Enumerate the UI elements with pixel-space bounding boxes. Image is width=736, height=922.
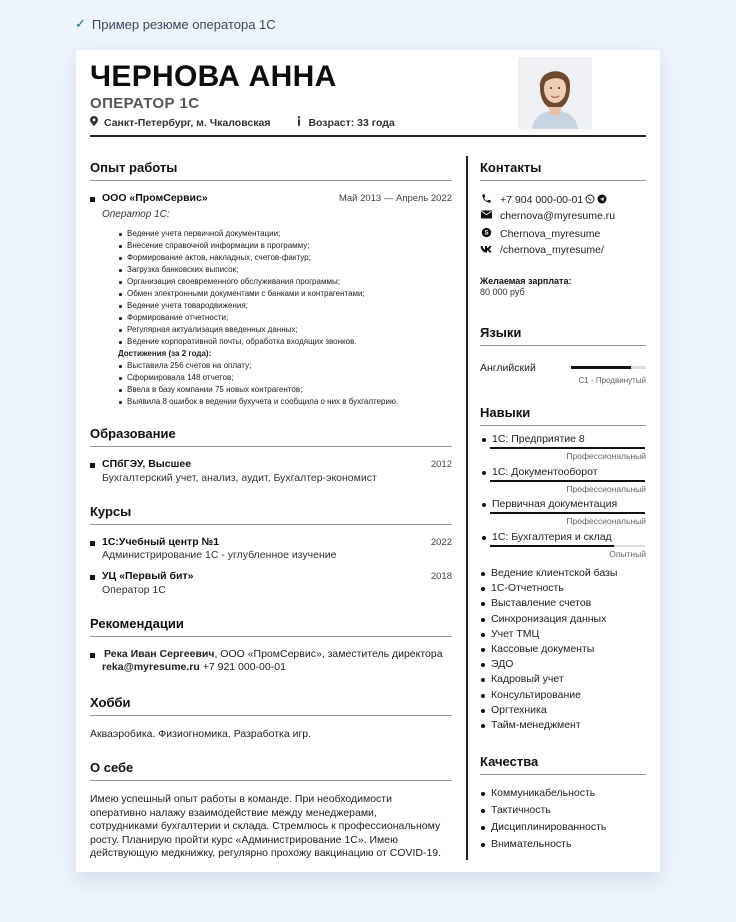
skype-icon: [480, 227, 492, 241]
recommendation-details: , ООО «ПромСервис», заместитель директора: [214, 648, 443, 660]
section-title-about: О себе: [90, 760, 134, 775]
section-rule: [480, 345, 646, 346]
course-desc: Администрирование 1С - углубленное изучение: [102, 549, 337, 561]
skill-list-item: 1С-Отчетность: [480, 581, 617, 596]
about-line: сотрудниками бухгалтерии и склада. Стремлюсь к профессиональному: [90, 820, 441, 832]
duty-item: Ведение корпоративной почты, обработка входящих звонков.: [118, 336, 398, 348]
quality-item: Дисциплинированность: [480, 819, 606, 836]
language-level: C1 - Продвинутый: [578, 376, 646, 385]
svg-text:S: S: [483, 230, 489, 237]
entry-bullet: [90, 541, 95, 546]
skill-list-item: Ведение клиентской базы: [480, 566, 617, 581]
skill-list-item: Консультирование: [480, 688, 617, 703]
education-school: СПбГЭУ, Высшее: [102, 458, 192, 470]
duty-item: Обмен электронными документами с банками и контрагентами;: [118, 288, 398, 300]
skill-level: Опытный: [609, 548, 646, 559]
duty-item: Регулярная актуализация введенных данных;: [118, 324, 398, 336]
section-title-recommendations: Рекомендации: [90, 616, 184, 631]
skill-bullet: [482, 471, 486, 475]
experience-dates: Май 2013 — Апрель 2022: [338, 193, 452, 204]
skill-level: Профессиональный: [566, 451, 646, 461]
course-name: УЦ «Первый бит»: [102, 570, 194, 582]
achievement-item: Выставила 256 счетов на оплату;: [118, 360, 398, 372]
skill-name: 1С: Документооборот: [492, 465, 598, 478]
skill-bullet: [482, 503, 486, 507]
skill-level-fill: [490, 480, 645, 482]
column-divider: [466, 156, 468, 860]
duty-item: Внесение справочной информации в программу;: [118, 240, 398, 252]
skill-item: [480, 531, 646, 561]
achievement-item: Ввела в базу компании 75 новых контрагентов;: [118, 384, 398, 396]
contact-phone-text: +7 904 000-00-01: [500, 194, 584, 206]
candidate-name: ЧЕРНОВА АННА: [90, 60, 337, 93]
skill-name: 1С: Предприятие 8: [492, 433, 585, 445]
duty-item: Организация своевременного обслуживания программы;: [118, 276, 398, 288]
quality-item: Коммуникабельность: [480, 785, 606, 802]
language-name: Английский: [480, 362, 536, 374]
section-rule: [480, 425, 646, 426]
phone-icon: [480, 193, 492, 207]
recommendation-phone: +7 921 000-00-01: [199, 661, 286, 673]
duty-item: Ведение учета товародвижения;: [118, 300, 398, 312]
about-line: действующую медкнижку, регулярно прохожу вакцинацию от COVID-19.: [90, 847, 442, 859]
skill-list-item: ЭДО: [480, 657, 617, 672]
recommendation-contacts: [102, 661, 286, 675]
skills-list: [480, 566, 617, 733]
header-divider: [90, 135, 646, 137]
skill-list-item: Учет ТМЦ: [480, 627, 617, 642]
section-rule: [90, 524, 452, 525]
skill-level-bar: [490, 447, 645, 449]
section-rule: [90, 180, 452, 181]
salary-value: 80 000 руб: [480, 287, 525, 297]
skill-level-fill: [490, 545, 614, 547]
skill-bullet: [482, 438, 486, 442]
skill-level-bar: [490, 480, 645, 482]
about-text: [90, 793, 441, 861]
skill-item: [480, 498, 646, 528]
skill-list-item: Выставление счетов: [480, 596, 617, 611]
recommendation-email[interactable]: reka@myresume.ru: [102, 661, 200, 673]
section-rule: [480, 180, 646, 181]
section-title-experience: Опыт работы: [90, 160, 178, 175]
skill-list-item: Синхронизация данных: [480, 612, 617, 627]
recommendation-person: [104, 648, 443, 662]
hobby-text: Акваэробика. Физиогномика. Разработка игр.: [90, 728, 312, 740]
section-title-hobby: Хобби: [90, 695, 131, 710]
entry-bullet: [90, 575, 95, 580]
entry-bullet: [90, 197, 95, 202]
experience-role: Оператор 1С:: [102, 209, 170, 220]
experience-duties-list: [118, 228, 398, 408]
candidate-photo: [518, 57, 592, 129]
email-icon: [480, 210, 492, 222]
skill-list-item: Кассовые документы: [480, 642, 617, 657]
contact-email[interactable]: [480, 210, 615, 222]
course-year: 2022: [430, 537, 452, 548]
skill-level-bar: [490, 545, 645, 547]
education-specialty: Бухгалтерский учет, анализ, аудит, Бухгалтер-экономист: [102, 472, 377, 484]
duty-item: Ведение учета первичной документации;: [118, 228, 398, 240]
course-desc: Оператор 1С: [102, 584, 166, 596]
section-title-skills: Навыки: [480, 405, 531, 420]
skill-level: Профессиональный: [566, 516, 646, 526]
duty-item: Формирование актов, накладных, счетов-фактур;: [118, 252, 398, 264]
quality-item: Тактичность: [480, 802, 606, 819]
entry-bullet: [90, 463, 95, 468]
about-line: оперативно налажу взаимодействие между менеджерами,: [90, 806, 377, 819]
section-title-education: Образование: [90, 426, 176, 441]
section-rule: [90, 715, 452, 716]
course-name: 1С:Учебный центр №1: [102, 536, 220, 548]
achievements-title: Достижения (за 2 года):: [118, 349, 212, 358]
education-year: 2012: [430, 459, 452, 470]
vk-icon: [480, 245, 492, 256]
about-line: Имею успешный опыт работы в команде. При необходимости: [90, 793, 392, 805]
location-text: Санкт-Петербург, м. Чкаловская: [104, 116, 271, 129]
resume-sheet: [76, 50, 660, 872]
info-icon: [296, 116, 302, 129]
section-rule: [90, 446, 452, 447]
language-level-bar: [571, 366, 646, 369]
skill-level: Профессиональный: [566, 483, 646, 494]
skill-list-item: Тайм-менеджмент: [480, 718, 617, 733]
contact-vk[interactable]: [480, 244, 604, 256]
skill-list-item: Оргтехника: [480, 703, 617, 718]
language-level-fill: [571, 366, 631, 369]
skill-bullet: [482, 536, 486, 540]
about-line: росту. Планирую пройти курс «Администрирование 1С». Имею: [90, 833, 398, 846]
section-title-courses: Курсы: [90, 504, 132, 519]
contact-phone[interactable]: [480, 193, 607, 207]
quality-item: Внимательность: [480, 836, 606, 853]
skill-level-fill: [490, 512, 645, 514]
salary-label: Желаемая зарплата:: [480, 276, 572, 286]
checkmark-icon: ✓: [75, 16, 86, 31]
achievement-item: Сформировала 148 отчетов;: [118, 372, 398, 384]
duty-item: Загрузка банковских выписок;: [118, 264, 398, 276]
location-pin-icon: [90, 116, 98, 129]
section-rule: [90, 636, 452, 637]
achievement-item: Выявила 8 ошибок в ведении бухучета и сообщила о них в бухгалтерию.: [118, 396, 398, 408]
qualities-list: [480, 785, 606, 853]
section-title-languages: Языки: [480, 325, 522, 340]
candidate-meta: [90, 116, 395, 129]
skill-level-bar: [490, 512, 645, 514]
experience-company: ООО «ПромСервис»: [102, 192, 208, 204]
skill-level-fill: [490, 447, 645, 449]
duty-item: Формирование отчетности;: [118, 312, 398, 324]
section-rule: [90, 780, 452, 781]
section-rule: [480, 774, 646, 775]
skill-list-item: Кадровый учет: [480, 672, 617, 687]
section-title-contacts: Контакты: [480, 160, 542, 175]
skill-item: [480, 433, 646, 463]
age-text: Возраст: 33 года: [308, 116, 395, 129]
contact-skype[interactable]: [480, 227, 600, 241]
section-title-qualities: Качества: [480, 754, 539, 769]
whatsapp-icon: [585, 194, 595, 207]
skill-item: [480, 466, 646, 496]
course-year: 2018: [430, 571, 452, 582]
skill-name: Первичная документация: [492, 498, 618, 510]
contact-vk-text: /chernova_myresume/: [500, 244, 604, 256]
contact-email-text: chernova@myresume.ru: [500, 210, 616, 222]
recommendation-name: Река Иван Сергеевич: [104, 648, 215, 660]
skill-name: 1С: Бухгалтерия и склад: [492, 530, 612, 543]
candidate-position: ОПЕРАТОР 1С: [90, 95, 200, 112]
contact-skype-text: Chernova_myresume: [500, 228, 601, 240]
telegram-icon: [597, 194, 607, 207]
breadcrumb: [75, 16, 276, 32]
breadcrumb-label: Пример резюме оператора 1С: [91, 16, 276, 32]
entry-bullet: [90, 653, 95, 658]
